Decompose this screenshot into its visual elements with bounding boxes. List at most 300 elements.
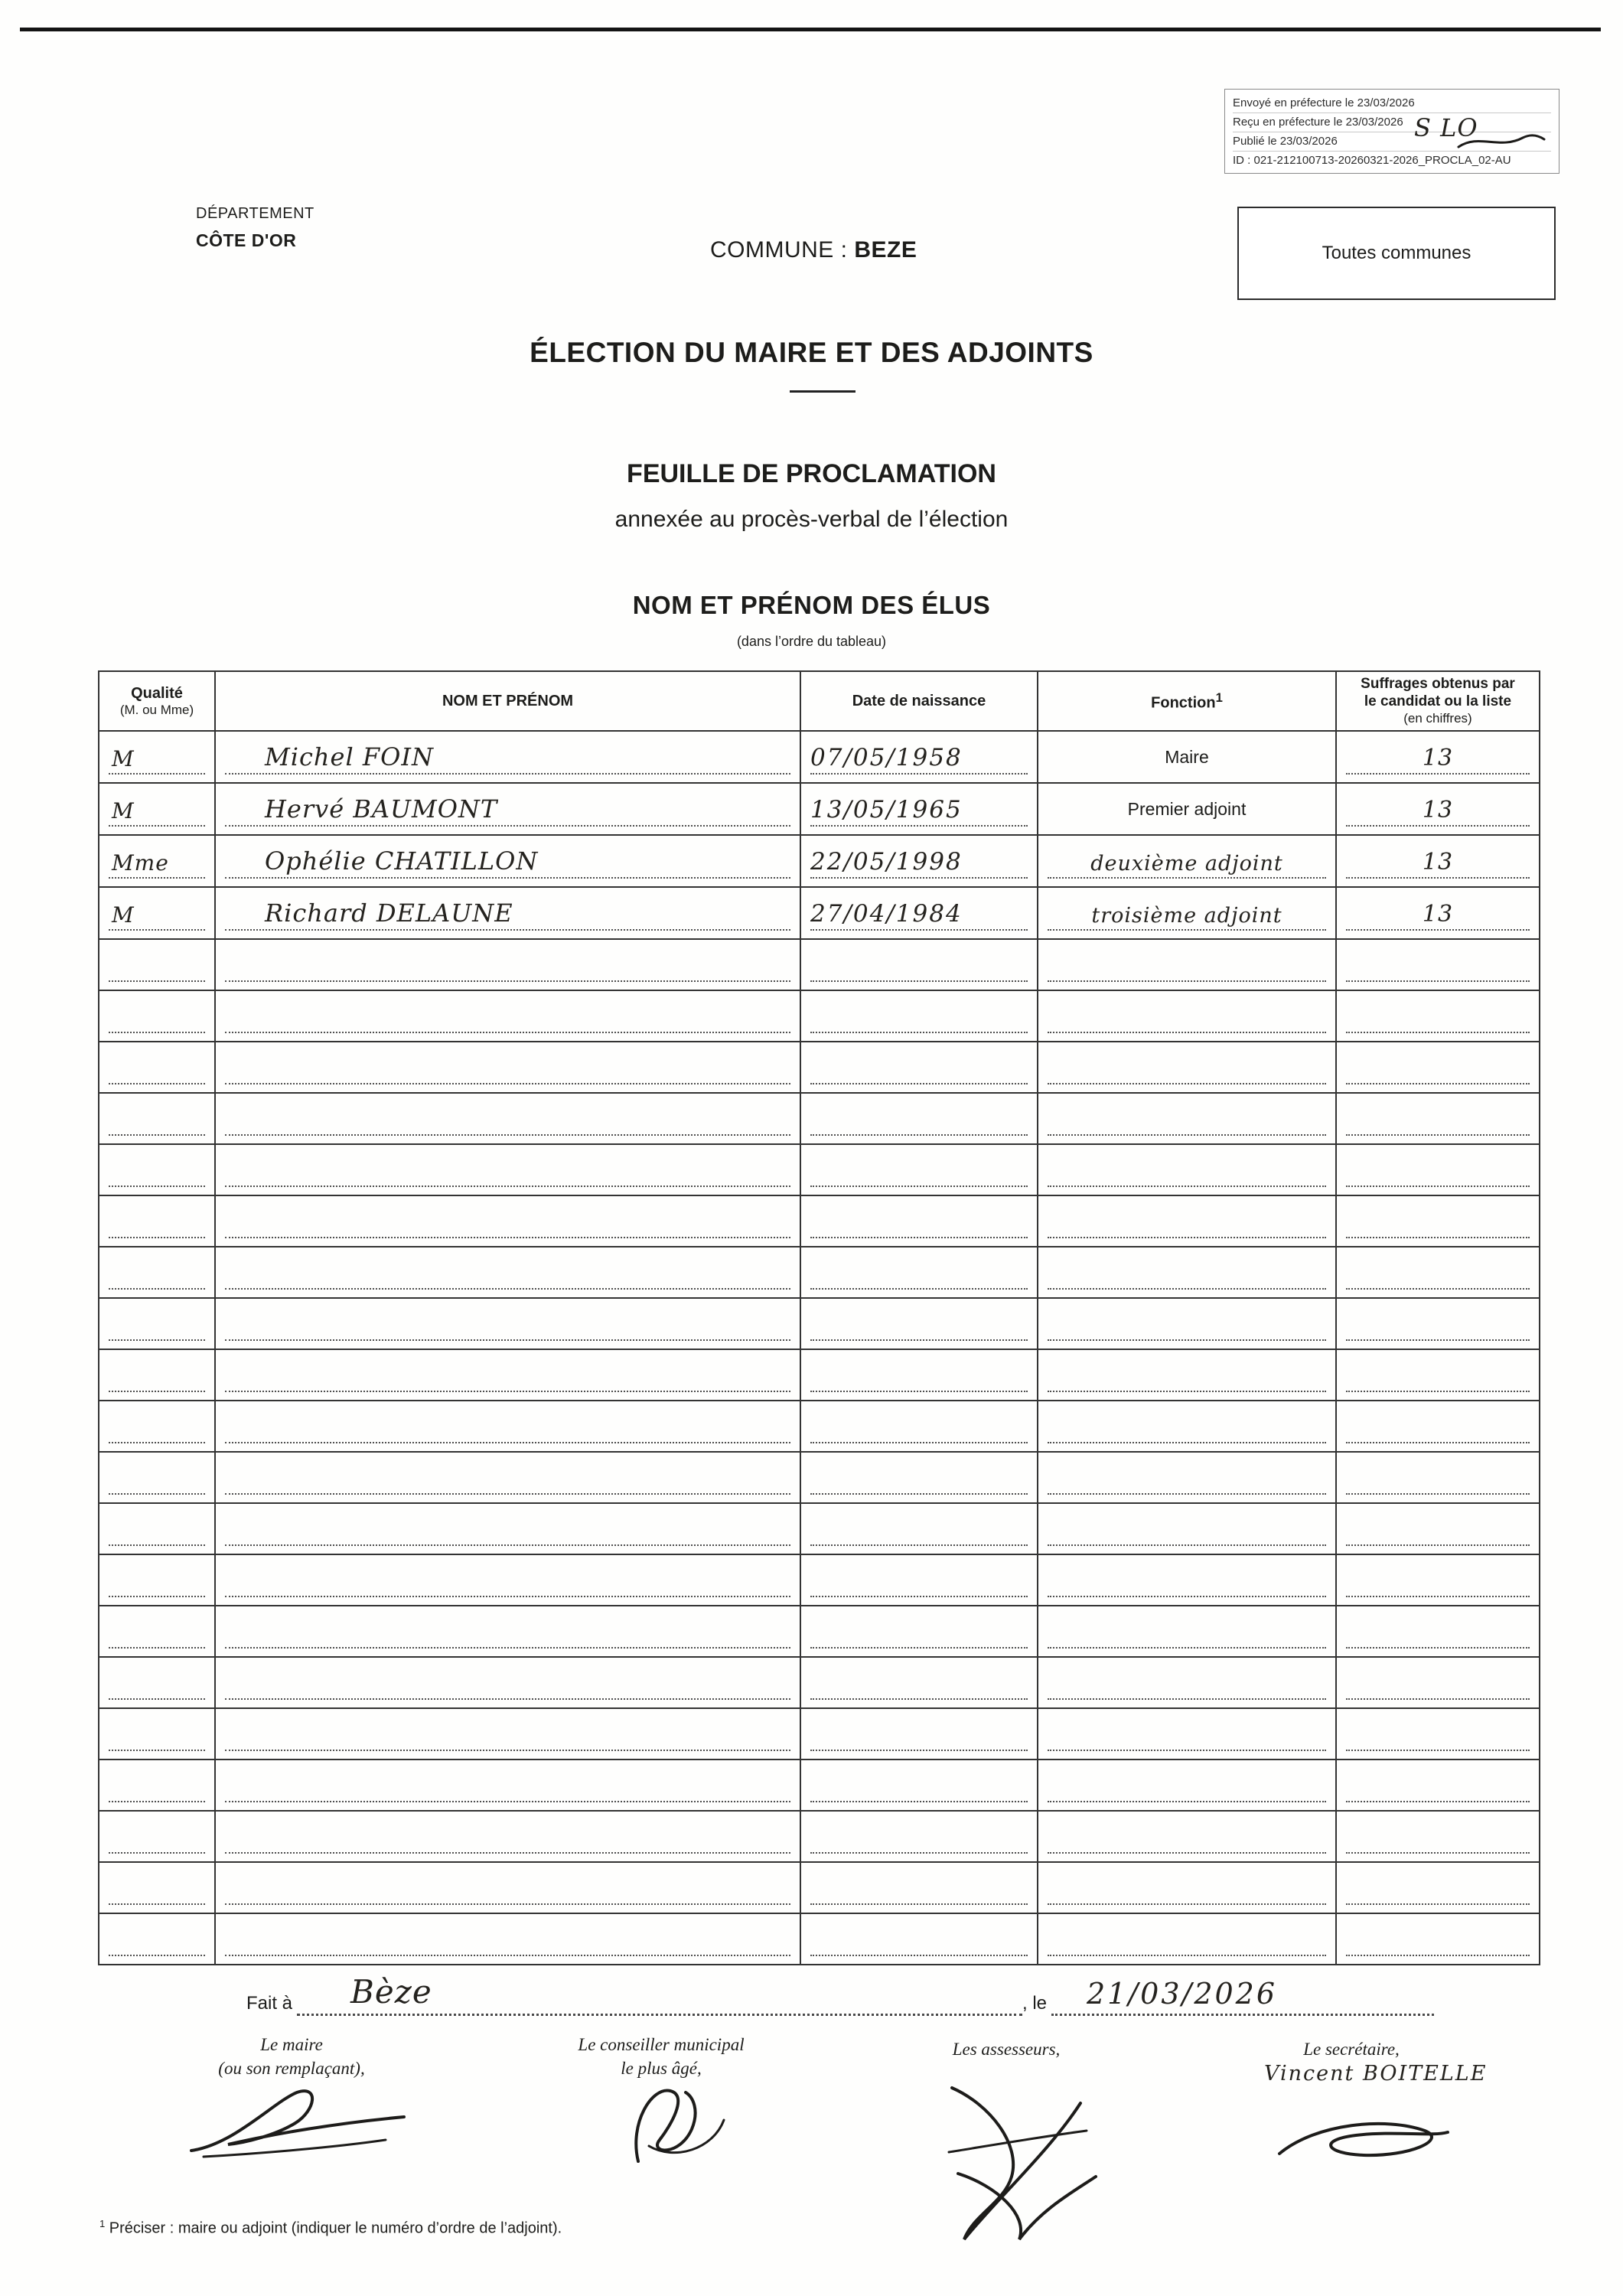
writing-line bbox=[109, 1903, 205, 1905]
writing-line bbox=[1346, 850, 1530, 879]
writing-line bbox=[225, 1339, 790, 1341]
fonction-cell-empty bbox=[1038, 1247, 1336, 1298]
qualite-value: M bbox=[112, 902, 135, 928]
qualite-cell-empty bbox=[99, 1760, 215, 1811]
nom-cell-empty bbox=[215, 990, 800, 1042]
stamp-handwritten-initials: S LO bbox=[1414, 113, 1478, 142]
writing-line bbox=[1346, 1544, 1530, 1546]
table-row-empty bbox=[99, 1349, 1540, 1401]
suffrages-cell bbox=[1336, 887, 1540, 939]
date-naissance-cell-empty bbox=[800, 990, 1038, 1042]
writing-line bbox=[1048, 1288, 1326, 1290]
table-row-empty bbox=[99, 1760, 1540, 1811]
date-dotted-line bbox=[1051, 1977, 1434, 2016]
writing-line bbox=[1346, 1596, 1530, 1597]
date-naissance-cell-empty bbox=[800, 1298, 1038, 1349]
writing-line bbox=[1048, 1083, 1326, 1084]
qualite-value: M bbox=[112, 798, 135, 823]
writing-line bbox=[109, 800, 205, 827]
maire-signature bbox=[181, 2079, 418, 2163]
fait-a-line bbox=[246, 1956, 1434, 2016]
writing-line bbox=[1048, 1186, 1326, 1187]
nom-cell-empty bbox=[215, 1862, 800, 1913]
writing-line bbox=[1048, 1596, 1326, 1597]
fonction-cell-empty bbox=[1038, 1349, 1336, 1401]
writing-line bbox=[109, 1544, 205, 1546]
fonction-cell-empty bbox=[1038, 939, 1336, 990]
writing-line bbox=[225, 1903, 790, 1905]
date-naissance-cell-empty bbox=[800, 1247, 1038, 1298]
table-row-empty bbox=[99, 1503, 1540, 1554]
writing-line bbox=[1048, 1134, 1326, 1136]
table-body bbox=[99, 731, 1540, 1965]
writing-line bbox=[225, 1134, 790, 1136]
writing-line bbox=[1048, 1750, 1326, 1751]
writing-line bbox=[225, 1237, 790, 1238]
secretaire-signature-label: Le secrétaire, bbox=[1303, 2040, 1400, 2059]
qualite-cell-empty bbox=[99, 1503, 215, 1554]
qualite-cell-empty bbox=[99, 1093, 215, 1144]
suffrages-cell-empty bbox=[1336, 1401, 1540, 1452]
writing-line bbox=[810, 1750, 1028, 1751]
date-naissance-cell-empty bbox=[800, 1144, 1038, 1195]
nom-cell-empty bbox=[215, 1195, 800, 1247]
fonction-cell-empty bbox=[1038, 1042, 1336, 1093]
fonction-cell bbox=[1038, 783, 1336, 835]
writing-line bbox=[810, 1442, 1028, 1443]
writing-line bbox=[1346, 1391, 1530, 1392]
title-underline bbox=[790, 390, 855, 393]
suffrages-cell-empty bbox=[1336, 1042, 1540, 1093]
writing-line bbox=[225, 1852, 790, 1854]
date-naissance-value: 22/05/1998 bbox=[810, 848, 963, 876]
maire-signature-label: Le maire (ou son remplaçant), bbox=[218, 2035, 365, 2079]
qualite-cell-empty bbox=[99, 1811, 215, 1862]
fonction-cell-empty bbox=[1038, 1811, 1336, 1862]
fonction-cell bbox=[1038, 835, 1336, 887]
table-row-empty bbox=[99, 1195, 1540, 1247]
qualite-cell-empty bbox=[99, 1657, 215, 1708]
writing-line bbox=[810, 1493, 1028, 1495]
suffrages-cell-empty bbox=[1336, 1144, 1540, 1195]
writing-line bbox=[1346, 1237, 1530, 1238]
table-row-empty bbox=[99, 990, 1540, 1042]
nom-value: Richard DELAUNE bbox=[265, 899, 513, 928]
table-row-empty bbox=[99, 1452, 1540, 1503]
writing-line bbox=[1048, 1698, 1326, 1700]
writing-line bbox=[1048, 905, 1326, 931]
departement-label: DÉPARTEMENT bbox=[196, 205, 314, 222]
assesseurs-signatures bbox=[903, 2060, 1133, 2267]
writing-line bbox=[810, 1903, 1028, 1905]
writing-line bbox=[109, 1852, 205, 1854]
departement-name: CÔTE D'OR bbox=[196, 230, 297, 250]
qualite-cell-empty bbox=[99, 939, 215, 990]
stamp-sent-line: Envoyé en préfecture le 23/03/2026 bbox=[1233, 94, 1551, 113]
nom-value: Michel FOIN bbox=[265, 742, 434, 771]
footnote: $^1$ Préciser : maire ou adjoint (indiquer le numéro d’ordre de l’adjoint). bbox=[99, 2218, 562, 2237]
writing-line bbox=[810, 850, 1028, 879]
writing-line bbox=[109, 1442, 205, 1443]
fonction-cell-empty bbox=[1038, 1657, 1336, 1708]
qualite-cell bbox=[99, 887, 215, 939]
writing-line bbox=[109, 1186, 205, 1187]
subtitle-feuille: FEUILLE DE PROCLAMATION bbox=[627, 459, 996, 488]
date-naissance-cell-empty bbox=[800, 1349, 1038, 1401]
commune-line bbox=[710, 237, 917, 263]
writing-line bbox=[1346, 1801, 1530, 1802]
writing-line bbox=[109, 1493, 205, 1495]
table-row-empty bbox=[99, 1093, 1540, 1144]
date-naissance-cell-empty bbox=[800, 1862, 1038, 1913]
writing-line bbox=[109, 1955, 205, 1956]
nom-cell-empty bbox=[215, 1811, 800, 1862]
writing-line bbox=[1048, 1339, 1326, 1341]
writing-line bbox=[810, 1544, 1028, 1546]
writing-line bbox=[1346, 1339, 1530, 1341]
stamp-received-line: Reçu en préfecture le 23/03/2026 bbox=[1233, 113, 1551, 132]
writing-line bbox=[810, 745, 1028, 775]
writing-line bbox=[109, 1750, 205, 1751]
writing-line bbox=[810, 1339, 1028, 1341]
qualite-value: M bbox=[112, 746, 135, 771]
writing-line bbox=[1048, 1493, 1326, 1495]
conseiller-signature-label: Le conseiller municipal le plus âgé, bbox=[578, 2035, 745, 2079]
suffrages-cell-empty bbox=[1336, 1247, 1540, 1298]
writing-line bbox=[109, 1083, 205, 1084]
writing-line bbox=[109, 748, 205, 775]
writing-line bbox=[225, 1493, 790, 1495]
writing-line bbox=[810, 1596, 1028, 1597]
subtitle-nom-prenom: NOM ET PRÉNOM DES ÉLUS bbox=[632, 591, 991, 619]
table-row bbox=[99, 835, 1540, 887]
date-naissance-cell bbox=[800, 731, 1038, 783]
writing-line bbox=[1048, 1903, 1326, 1905]
suffrages-cell-empty bbox=[1336, 1503, 1540, 1554]
table-row-empty bbox=[99, 1298, 1540, 1349]
nom-cell-empty bbox=[215, 1298, 800, 1349]
table-row-empty bbox=[99, 1657, 1540, 1708]
date-naissance-cell-empty bbox=[800, 1760, 1038, 1811]
suffrages-cell-empty bbox=[1336, 939, 1540, 990]
suffrages-value: 13 bbox=[1422, 849, 1454, 876]
fonction-cell-empty bbox=[1038, 1606, 1336, 1657]
nom-cell bbox=[215, 731, 800, 783]
fonction-value: troisième adjoint bbox=[1091, 904, 1282, 928]
writing-line bbox=[225, 900, 790, 931]
main-title: ÉLECTION DU MAIRE ET DES ADJOINTS bbox=[530, 337, 1093, 368]
date-naissance-cell-empty bbox=[800, 939, 1038, 990]
fonction-cell-empty bbox=[1038, 1093, 1336, 1144]
fonction-cell-empty bbox=[1038, 1298, 1336, 1349]
table-row-empty bbox=[99, 1042, 1540, 1093]
secretaire-name: Vincent BOITELLE bbox=[1264, 2062, 1488, 2086]
date-naissance-cell bbox=[800, 887, 1038, 939]
nom-cell bbox=[215, 887, 800, 939]
suffrages-cell-empty bbox=[1336, 1606, 1540, 1657]
table-row-empty bbox=[99, 1144, 1540, 1195]
date-naissance-cell-empty bbox=[800, 1554, 1038, 1606]
date-value: 21/03/2026 bbox=[1087, 1977, 1278, 2011]
writing-line bbox=[109, 1801, 205, 1802]
qualite-cell-empty bbox=[99, 1247, 215, 1298]
writing-line bbox=[1346, 1647, 1530, 1649]
writing-line bbox=[225, 1750, 790, 1751]
writing-line bbox=[1346, 1186, 1530, 1187]
nom-cell-empty bbox=[215, 1042, 800, 1093]
writing-line bbox=[810, 1852, 1028, 1854]
qualite-cell-empty bbox=[99, 1144, 215, 1195]
writing-line bbox=[225, 796, 790, 827]
writing-line bbox=[109, 980, 205, 982]
fonction-cell-empty bbox=[1038, 1401, 1336, 1452]
writing-line bbox=[1048, 1801, 1326, 1802]
date-naissance-cell-empty bbox=[800, 1401, 1038, 1452]
writing-line bbox=[225, 1083, 790, 1084]
qualite-cell-empty bbox=[99, 1554, 215, 1606]
writing-line bbox=[109, 1596, 205, 1597]
writing-line bbox=[1048, 1032, 1326, 1033]
writing-line bbox=[1346, 1083, 1530, 1084]
suffrages-cell-empty bbox=[1336, 1657, 1540, 1708]
writing-line bbox=[1346, 1134, 1530, 1136]
fait-a-dotted-line bbox=[297, 1973, 1022, 2016]
writing-line bbox=[225, 848, 790, 879]
qualite-cell bbox=[99, 835, 215, 887]
suffrages-cell-empty bbox=[1336, 1811, 1540, 1862]
commune-name: BEZE bbox=[854, 237, 917, 263]
writing-line bbox=[1048, 1442, 1326, 1443]
fonction-cell-empty bbox=[1038, 1144, 1336, 1195]
writing-line bbox=[1346, 746, 1530, 775]
writing-line bbox=[810, 1391, 1028, 1392]
qualite-cell-empty bbox=[99, 990, 215, 1042]
writing-line bbox=[1346, 1750, 1530, 1751]
fonction-cell-empty bbox=[1038, 1760, 1336, 1811]
writing-line bbox=[1048, 980, 1326, 982]
suffrages-cell-empty bbox=[1336, 1195, 1540, 1247]
stamp-id-line: ID : 021-212100713-20260321-2026_PROCLA_02-AU bbox=[1233, 154, 1511, 167]
writing-line bbox=[1346, 798, 1530, 827]
table-row bbox=[99, 887, 1540, 939]
fonction-value: Premier adjoint bbox=[1127, 798, 1247, 819]
writing-line bbox=[810, 1083, 1028, 1084]
table-row bbox=[99, 731, 1540, 783]
writing-line bbox=[225, 980, 790, 982]
writing-line bbox=[109, 1698, 205, 1700]
writing-line bbox=[109, 1339, 205, 1341]
toutes-communes-box bbox=[1237, 207, 1556, 300]
stamp-published-line: Publié le 23/03/2026 bbox=[1233, 132, 1551, 152]
suffrages-cell bbox=[1336, 783, 1540, 835]
fonction-cell-empty bbox=[1038, 1195, 1336, 1247]
suffrages-value: 13 bbox=[1422, 797, 1454, 823]
header-date-naissance: Date de naissance bbox=[800, 671, 1038, 731]
writing-line bbox=[1048, 853, 1326, 879]
writing-line bbox=[225, 1698, 790, 1700]
qualite-cell-empty bbox=[99, 1401, 215, 1452]
scan-edge-line bbox=[20, 28, 1601, 31]
subtitle-ordre-note: (dans l’ordre du tableau) bbox=[736, 634, 887, 649]
fonction-cell-empty bbox=[1038, 990, 1336, 1042]
nom-cell-empty bbox=[215, 1452, 800, 1503]
writing-line bbox=[810, 1134, 1028, 1136]
fonction-cell-empty bbox=[1038, 1554, 1336, 1606]
writing-line bbox=[810, 1801, 1028, 1802]
toutes-communes-label: Toutes communes bbox=[1322, 243, 1471, 263]
date-naissance-cell-empty bbox=[800, 1093, 1038, 1144]
writing-line bbox=[1346, 902, 1530, 931]
nom-cell-empty bbox=[215, 1760, 800, 1811]
date-naissance-cell-empty bbox=[800, 1811, 1038, 1862]
qualite-cell-empty bbox=[99, 1042, 215, 1093]
writing-line bbox=[810, 1647, 1028, 1649]
date-naissance-value: 07/05/1958 bbox=[810, 744, 963, 771]
writing-line bbox=[810, 1698, 1028, 1700]
writing-line bbox=[1048, 1647, 1326, 1649]
date-naissance-cell-empty bbox=[800, 1452, 1038, 1503]
fonction-value: Maire bbox=[1165, 746, 1209, 767]
nom-cell-empty bbox=[215, 1349, 800, 1401]
suffrages-cell-empty bbox=[1336, 1452, 1540, 1503]
writing-line bbox=[225, 1596, 790, 1597]
subtitle-annexe: annexée au procès-verbal de l’élection bbox=[614, 507, 1009, 532]
writing-line bbox=[109, 904, 205, 931]
le-label: , le bbox=[1022, 1993, 1047, 2014]
fonction-cell bbox=[1038, 887, 1336, 939]
fait-a-value: Bèze bbox=[350, 1973, 432, 2011]
writing-line bbox=[225, 1544, 790, 1546]
qualite-cell-empty bbox=[99, 1349, 215, 1401]
qualite-cell bbox=[99, 783, 215, 835]
qualite-cell-empty bbox=[99, 1298, 215, 1349]
fonction-cell-empty bbox=[1038, 1452, 1336, 1503]
writing-line bbox=[225, 1032, 790, 1033]
qualite-cell-empty bbox=[99, 1913, 215, 1965]
writing-line bbox=[810, 902, 1028, 931]
table-row-empty bbox=[99, 1811, 1540, 1862]
fonction-cell-empty bbox=[1038, 1503, 1336, 1554]
nom-cell-empty bbox=[215, 1503, 800, 1554]
suffrages-cell-empty bbox=[1336, 1554, 1540, 1606]
fonction-cell bbox=[1038, 731, 1336, 783]
writing-line bbox=[109, 1237, 205, 1238]
writing-line bbox=[225, 744, 790, 775]
commune-label: COMMUNE : bbox=[710, 237, 848, 263]
date-naissance-cell bbox=[800, 835, 1038, 887]
suffrages-cell-empty bbox=[1336, 1862, 1540, 1913]
table-header bbox=[99, 671, 1540, 731]
nom-cell-empty bbox=[215, 1401, 800, 1452]
nom-cell-empty bbox=[215, 1606, 800, 1657]
writing-line bbox=[810, 1186, 1028, 1187]
suffrages-value: 13 bbox=[1422, 901, 1454, 928]
writing-line bbox=[810, 1288, 1028, 1290]
writing-line bbox=[109, 1134, 205, 1136]
date-naissance-cell-empty bbox=[800, 1503, 1038, 1554]
suffrages-cell-empty bbox=[1336, 1760, 1540, 1811]
table-row-empty bbox=[99, 1708, 1540, 1760]
header-nom-prenom: NOM ET PRÉNOM bbox=[215, 671, 800, 731]
nom-cell-empty bbox=[215, 1247, 800, 1298]
table-row bbox=[99, 783, 1540, 835]
suffrages-cell-empty bbox=[1336, 1298, 1540, 1349]
qualite-cell-empty bbox=[99, 1862, 215, 1913]
nom-cell-empty bbox=[215, 1657, 800, 1708]
nom-cell-empty bbox=[215, 939, 800, 990]
fonction-value: deuxième adjoint bbox=[1090, 852, 1283, 876]
writing-line bbox=[109, 1032, 205, 1033]
writing-line bbox=[225, 1288, 790, 1290]
writing-line bbox=[810, 797, 1028, 827]
header-fonction: Fonction$^1$ bbox=[1038, 671, 1336, 731]
writing-line bbox=[225, 1391, 790, 1392]
nom-cell bbox=[215, 783, 800, 835]
writing-line bbox=[1048, 1237, 1326, 1238]
table-row-empty bbox=[99, 939, 1540, 990]
writing-line bbox=[1346, 1442, 1530, 1443]
qualite-cell bbox=[99, 731, 215, 783]
writing-line bbox=[109, 1288, 205, 1290]
nom-cell bbox=[215, 835, 800, 887]
table-row-empty bbox=[99, 1606, 1540, 1657]
writing-line bbox=[225, 1801, 790, 1802]
date-naissance-cell-empty bbox=[800, 1042, 1038, 1093]
date-naissance-value: 27/04/1984 bbox=[810, 900, 963, 928]
fonction-cell-empty bbox=[1038, 1708, 1336, 1760]
date-naissance-cell-empty bbox=[800, 1195, 1038, 1247]
stamp-signature-flourish bbox=[1455, 129, 1547, 155]
conseiller-signature bbox=[605, 2076, 750, 2167]
qualite-value: Mme bbox=[112, 850, 169, 876]
suffrages-cell bbox=[1336, 731, 1540, 783]
table-row-empty bbox=[99, 1862, 1540, 1913]
writing-line bbox=[1048, 1852, 1326, 1854]
writing-line bbox=[1346, 980, 1530, 982]
writing-line bbox=[810, 1032, 1028, 1033]
writing-line bbox=[1048, 1391, 1326, 1392]
nom-value: Ophélie CHATILLON bbox=[265, 846, 539, 876]
writing-line bbox=[225, 1647, 790, 1649]
writing-line bbox=[1346, 1903, 1530, 1905]
nom-cell-empty bbox=[215, 1708, 800, 1760]
suffrages-cell-empty bbox=[1336, 1349, 1540, 1401]
date-naissance-cell bbox=[800, 783, 1038, 835]
assesseurs-signature-label: Les assesseurs, bbox=[952, 2040, 1061, 2059]
writing-line bbox=[810, 980, 1028, 982]
nom-cell-empty bbox=[215, 1093, 800, 1144]
qualite-cell-empty bbox=[99, 1708, 215, 1760]
writing-line bbox=[1346, 1698, 1530, 1700]
writing-line bbox=[1346, 1032, 1530, 1033]
suffrages-cell-empty bbox=[1336, 990, 1540, 1042]
fonction-cell-empty bbox=[1038, 1862, 1336, 1913]
header-qualite: Qualité (M. ou Mme) bbox=[99, 671, 215, 731]
writing-line bbox=[810, 1237, 1028, 1238]
date-naissance-cell-empty bbox=[800, 1708, 1038, 1760]
qualite-cell-empty bbox=[99, 1195, 215, 1247]
writing-line bbox=[109, 1391, 205, 1392]
nom-cell-empty bbox=[215, 1554, 800, 1606]
writing-line bbox=[1048, 1544, 1326, 1546]
table-row-empty bbox=[99, 1554, 1540, 1606]
writing-line bbox=[109, 852, 205, 879]
suffrages-cell-empty bbox=[1336, 1093, 1540, 1144]
header-suffrages: Suffrages obtenus par le candidat ou la liste (en chiffres) bbox=[1336, 671, 1540, 731]
writing-line bbox=[109, 1647, 205, 1649]
date-naissance-cell-empty bbox=[800, 1657, 1038, 1708]
date-naissance-cell-empty bbox=[800, 1606, 1038, 1657]
